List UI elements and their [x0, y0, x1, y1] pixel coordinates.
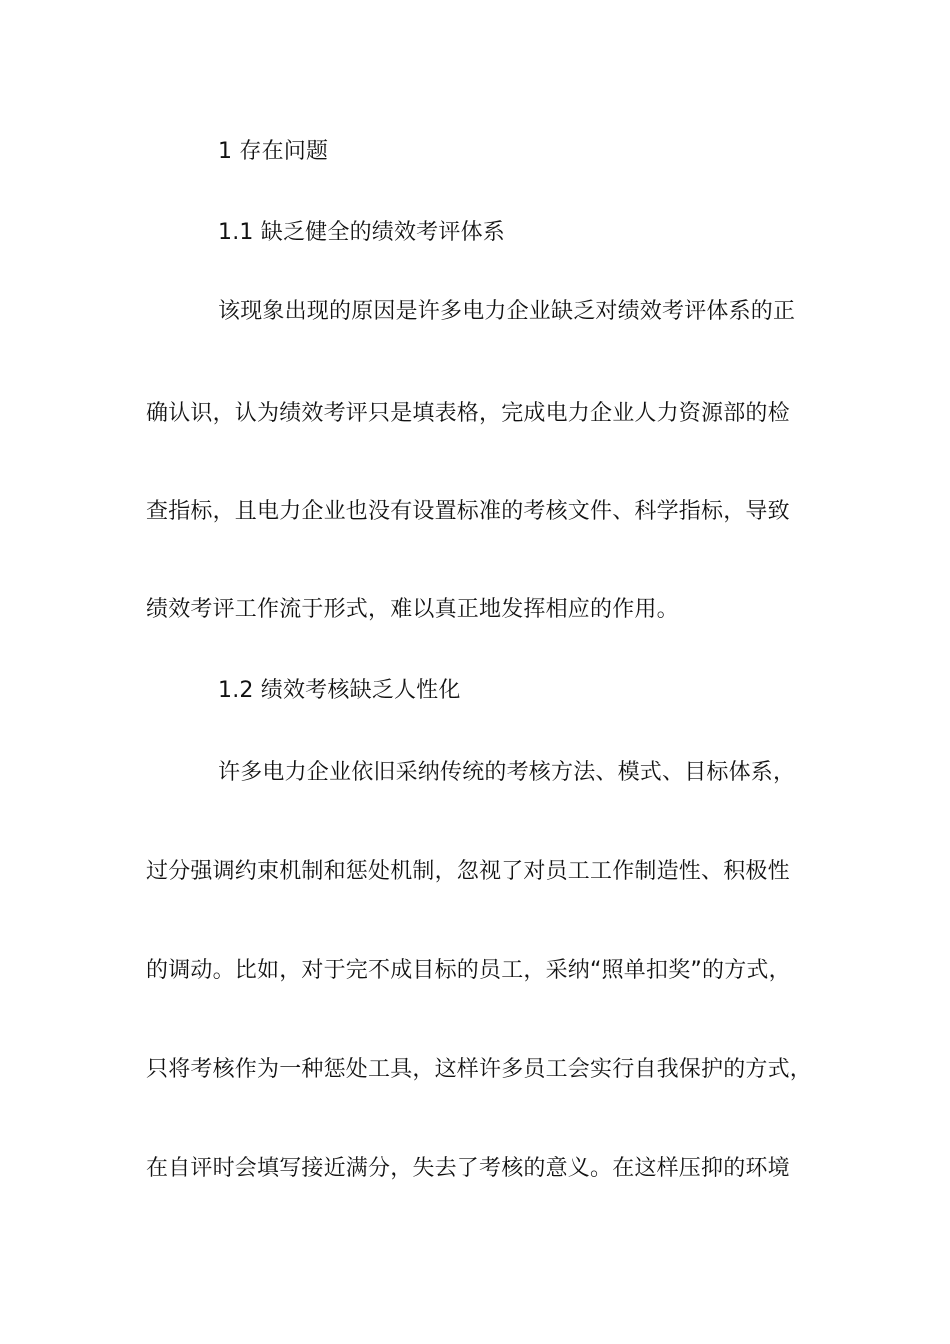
paragraph-line: 只将考核作为一种惩处工具，这样许多员工会实行自我保护的方式， — [146, 1057, 813, 1082]
paragraph-line: 的调动。比如，对于完不成目标的员工，采纳“照单扣奖”的方式， — [146, 958, 791, 983]
paragraph-line: 过分强调约束机制和惩处机制，忽视了对员工工作制造性、积极性 — [146, 859, 790, 884]
paragraph-line: 该现象出现的原因是许多电力企业缺乏对绩效考评体系的正 — [218, 299, 796, 324]
subsection-heading-1-2: 1.2 绩效考核缺乏人性化 — [218, 678, 461, 703]
section-heading: 1 存在问题 — [218, 139, 329, 164]
paragraph-line: 确认识，认为绩效考评只是填表格，完成电力企业人力资源部的检 — [146, 401, 790, 426]
subsection-heading-1-1: 1.1 缺乏健全的绩效考评体系 — [218, 220, 505, 245]
paragraph-line: 绩效考评工作流于形式，难以真正地发挥相应的作用。 — [146, 597, 679, 622]
paragraph-line: 在自评时会填写接近满分，失去了考核的意义。在这样压抑的环境 — [146, 1156, 790, 1181]
paragraph-line: 许多电力企业依旧采纳传统的考核方法、模式、目标体系， — [218, 760, 796, 785]
paragraph-line: 查指标，且电力企业也没有设置标准的考核文件、科学指标，导致 — [146, 499, 790, 524]
